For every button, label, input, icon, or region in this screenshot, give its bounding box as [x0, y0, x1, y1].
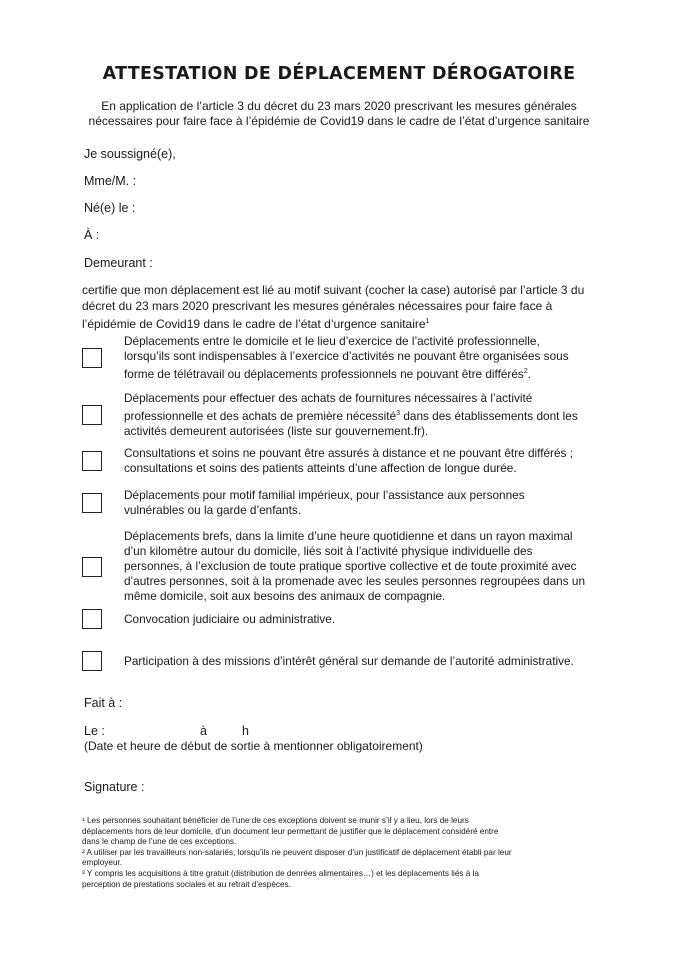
document-subtitle — [60, 99, 618, 129]
option-line: activités demeurent autorisées (liste sur gouvernement.fr). — [124, 423, 429, 438]
option-text — [124, 391, 602, 439]
date-field[interactable] — [84, 724, 249, 738]
option-text — [124, 334, 602, 382]
option-line: forme de télétravail ou déplacements professionnels ne pouvant être différés$^2$. — [124, 366, 531, 381]
checkbox-achats[interactable] — [82, 405, 102, 425]
option-line: Déplacements entre le domicile et le lieu d’exercice de l’activité professionnelle, — [124, 334, 540, 348]
hour-label: h — [242, 724, 249, 738]
certify-paragraph — [82, 282, 602, 332]
checkbox-convocation[interactable] — [82, 609, 102, 629]
checkbox-interet-general[interactable] — [82, 651, 102, 671]
address-field[interactable]: Demeurant : — [84, 256, 153, 270]
checkbox-famille[interactable] — [82, 493, 102, 513]
option-line: Déplacements pour motif familial impérieux, pour l’assistance aux personnes — [124, 488, 525, 502]
checkbox-travail[interactable] — [82, 348, 102, 368]
checkbox-sante[interactable] — [82, 451, 102, 471]
option-line: Convocation judiciaire ou administrative. — [124, 612, 336, 626]
footnote-line: perception de prestations sociales et au retrait d’espèces. — [82, 879, 291, 889]
footnote-ref: 2 — [523, 368, 528, 375]
footnote-ref: 3 — [396, 410, 401, 417]
fait-a-field[interactable]: Fait à : — [84, 696, 123, 710]
subtitle-line: nécessaires pour faire face à l’épidémie de Covid19 dans le cadre de l’état d’urgence sanitaire — [88, 114, 590, 128]
option-line: même domicile, soit aux besoins des animaux de compagnie. — [124, 589, 446, 603]
certify-line: décret du 23 mars 2020 prescrivant les mesures générales nécessaires pour faire face à — [82, 299, 553, 313]
footnote-ref: 1 — [425, 318, 430, 325]
footnote-line: dans le champ de l’une de ces exceptions. — [82, 837, 237, 847]
birth-date-field[interactable]: Né(e) le : — [84, 201, 136, 215]
option-line: Déplacements brefs, dans la limite d’une heure quotidienne et dans un rayon maximal — [124, 529, 573, 543]
option-line: vulnérables ou la garde d’enfants. — [124, 503, 302, 517]
footnote-line: employeur. — [82, 858, 123, 868]
option-line: lorsqu’ils sont indispensables à l’exercice d’activités ne pouvant être organisées sous — [124, 349, 569, 363]
soussigne-label: Je soussigné(e), — [84, 147, 176, 161]
footnote-line: déplacements hors de leur domicile, d’un document leur permettant de justifier que le déplacement considéré entre — [82, 826, 499, 836]
certify-line: l’épidémie de Covid19 dans le cadre de l’état d’urgence sanitaire$^1$ — [82, 317, 430, 331]
date-label: Le : — [84, 724, 105, 738]
document-title: ATTESTATION DE DÉPLACEMENT DÉROGATOIRE — [102, 64, 576, 84]
option-line: personnes, à l’exclusion de toute pratique sportive collective et de toute proximité avec — [124, 559, 577, 573]
signature-field[interactable]: Signature : — [84, 780, 145, 794]
birth-place-field[interactable]: À : — [84, 228, 100, 242]
option-line: Déplacements pour effectuer des achats de fournitures nécessaires à l’activité — [124, 391, 533, 405]
option-text — [124, 612, 602, 627]
option-line: consultations et soins des patients atteints d’une affection de longue durée. — [124, 461, 517, 475]
date-note: (Date et heure de début de sortie à mentionner obligatoirement) — [84, 739, 423, 753]
certify-line: certifie que mon déplacement est lié au motif suivant (cocher la case) autorisé par l’article 3 du — [82, 283, 585, 297]
option-line: Consultations et soins ne pouvant être assurés à distance et ne pouvant être différés ; — [124, 446, 573, 460]
option-text — [124, 446, 602, 476]
option-line: Participation à des missions d’intérêt général sur demande de l’autorité administrative. — [124, 654, 574, 668]
option-line: professionnelle et des achats de première nécessité$^3$ dans des établissements dont les — [124, 408, 578, 423]
footnote-line: ¹ Les personnes souhaitant bénéficier de l’une de ces exceptions doivent se munir s’il y a lieu, lors de leurs — [82, 816, 469, 825]
footnotes — [82, 816, 602, 890]
time-separator: à — [200, 724, 207, 738]
subtitle-line: En application de l’article 3 du décret du 23 mars 2020 prescrivant les mesures générales — [101, 99, 577, 113]
option-line: d’autres personnes, soit à la promenade avec les seules personnes regroupées dans un — [124, 574, 586, 588]
option-text — [124, 654, 602, 669]
footnote-line: ³ Y compris les acquisitions à titre gratuit (distribution de denrées alimentaires…) et les déplacements liés à la — [82, 868, 479, 878]
mme-m-field[interactable]: Mme/M. : — [84, 174, 137, 188]
option-text — [124, 488, 602, 518]
checkbox-sport-promenade[interactable] — [82, 557, 102, 577]
option-line: d’un kilomètre autour du domicile, liés soit à l’activité physique individuelle des — [124, 544, 533, 558]
option-text — [124, 529, 602, 604]
footnote-line: ² A utiliser par les travailleurs non-salariés, lorsqu’ils ne peuvent disposer d’un justificatif de déplacement établi par leur — [82, 847, 512, 857]
